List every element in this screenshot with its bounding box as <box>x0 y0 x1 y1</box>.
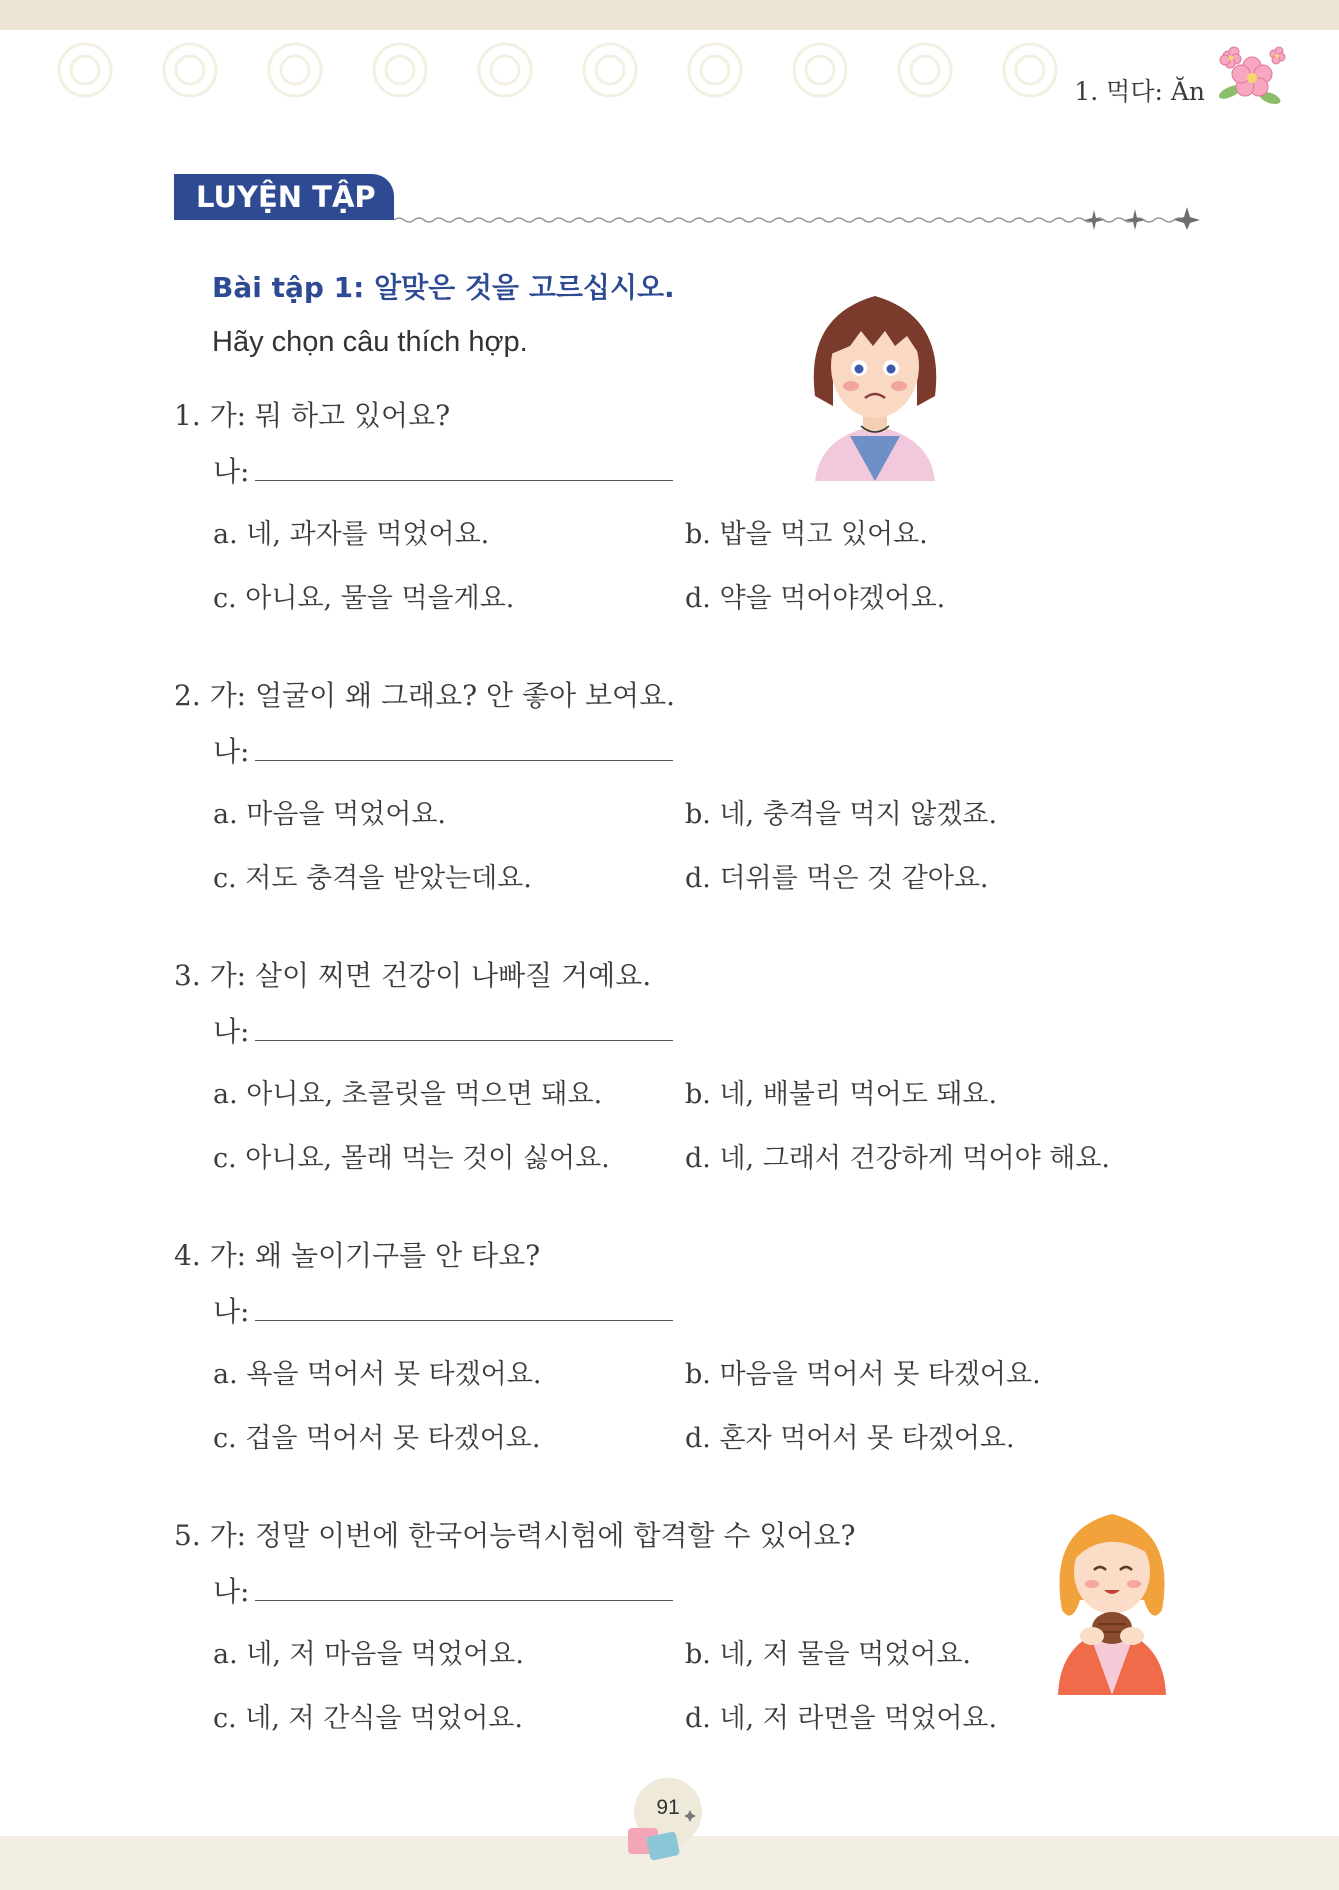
question-4-option-d[interactable]: d. 혼자 먹어서 못 타겠어요. <box>685 1423 1015 1454</box>
answer-blank[interactable] <box>255 1298 673 1321</box>
top-band <box>0 0 1339 30</box>
happy-girl-eating-illustration <box>1048 1500 1176 1695</box>
question-3-answer-row <box>213 1010 673 1050</box>
answer-blank[interactable] <box>255 1018 673 1041</box>
answer-label: 나: <box>213 455 250 488</box>
decorative-wave-line <box>394 206 1204 230</box>
question-1-option-a[interactable]: a. 네, 과자를 먹었어요. <box>213 519 490 550</box>
question-3-prompt: 3. 가: 살이 찌면 건강이 나빠질 거예요. <box>174 959 652 992</box>
question-5-option-a[interactable]: a. 네, 저 마음을 먹었어요. <box>213 1639 524 1670</box>
question-2-prompt: 2. 가: 얼굴이 왜 그래요? 안 좋아 보여요. <box>174 679 676 712</box>
page-number: 91 <box>656 1796 680 1819</box>
chapter-label: 1. 먹다: Ăn <box>1074 77 1205 106</box>
question-3-option-a[interactable]: a. 아니요, 초콜릿을 먹으면 돼요. <box>213 1079 603 1110</box>
question-1-option-d[interactable]: d. 약을 먹어야겠어요. <box>685 583 946 614</box>
question-5-prompt: 5. 가: 정말 이번에 한국어능력시험에 합격할 수 있어요? <box>174 1519 856 1552</box>
answer-label: 나: <box>213 735 250 768</box>
question-3-option-c[interactable]: c. 아니요, 몰래 먹는 것이 싫어요. <box>213 1143 610 1174</box>
question-2-option-c[interactable]: c. 저도 충격을 받았는데요. <box>213 863 532 894</box>
answer-blank[interactable] <box>255 1578 673 1601</box>
question-4-option-c[interactable]: c. 겁을 먹어서 못 타겠어요. <box>213 1423 541 1454</box>
question-4-option-a[interactable]: a. 욕을 먹어서 못 타겠어요. <box>213 1359 542 1390</box>
answer-label: 나: <box>213 1575 250 1608</box>
worried-girl-illustration <box>795 276 955 481</box>
section-tab-practice: LUYỆN TẬP <box>174 174 394 220</box>
question-4-answer-row <box>213 1290 673 1330</box>
answer-blank[interactable] <box>255 458 673 481</box>
answer-blank[interactable] <box>255 738 673 761</box>
question-1-prompt: 1. 가: 뭐 하고 있어요? <box>174 399 451 432</box>
question-4-prompt: 4. 가: 왜 놀이기구를 안 타요? <box>174 1239 541 1272</box>
question-2-option-a[interactable]: a. 마음을 먹었어요. <box>213 799 447 830</box>
question-4-option-b[interactable]: b. 마음을 먹어서 못 타겠어요. <box>685 1359 1041 1390</box>
question-5-option-d[interactable]: d. 네, 저 라면을 먹었어요. <box>685 1703 998 1734</box>
question-3-option-d[interactable]: d. 네, 그래서 건강하게 먹어야 해요. <box>685 1143 1111 1174</box>
question-1-option-b[interactable]: b. 밥을 먹고 있어요. <box>685 519 928 550</box>
answer-label: 나: <box>213 1015 250 1048</box>
question-2-option-d[interactable]: d. 더위를 먹은 것 같아요. <box>685 863 989 894</box>
exercise-title: Bài tập 1: 알맞은 것을 고르십시오. <box>212 271 675 304</box>
question-5-option-c[interactable]: c. 네, 저 간식을 먹었어요. <box>213 1703 523 1734</box>
question-1-answer-row <box>213 450 673 490</box>
cherry-blossom-icon <box>1212 42 1292 112</box>
answer-label: 나: <box>213 1295 250 1328</box>
question-5-answer-row <box>213 1570 673 1610</box>
question-5-option-b[interactable]: b. 네, 저 물을 먹었어요. <box>685 1639 972 1670</box>
decorative-pattern-row <box>50 40 1170 110</box>
question-2-option-b[interactable]: b. 네, 충격을 먹지 않겠죠. <box>685 799 998 830</box>
question-2-answer-row <box>213 730 673 770</box>
exercise-subtitle: Hãy chọn câu thích hợp. <box>212 326 528 358</box>
question-1-option-c[interactable]: c. 아니요, 물을 먹을게요. <box>213 583 515 614</box>
question-3-option-b[interactable]: b. 네, 배불리 먹어도 돼요. <box>685 1079 998 1110</box>
